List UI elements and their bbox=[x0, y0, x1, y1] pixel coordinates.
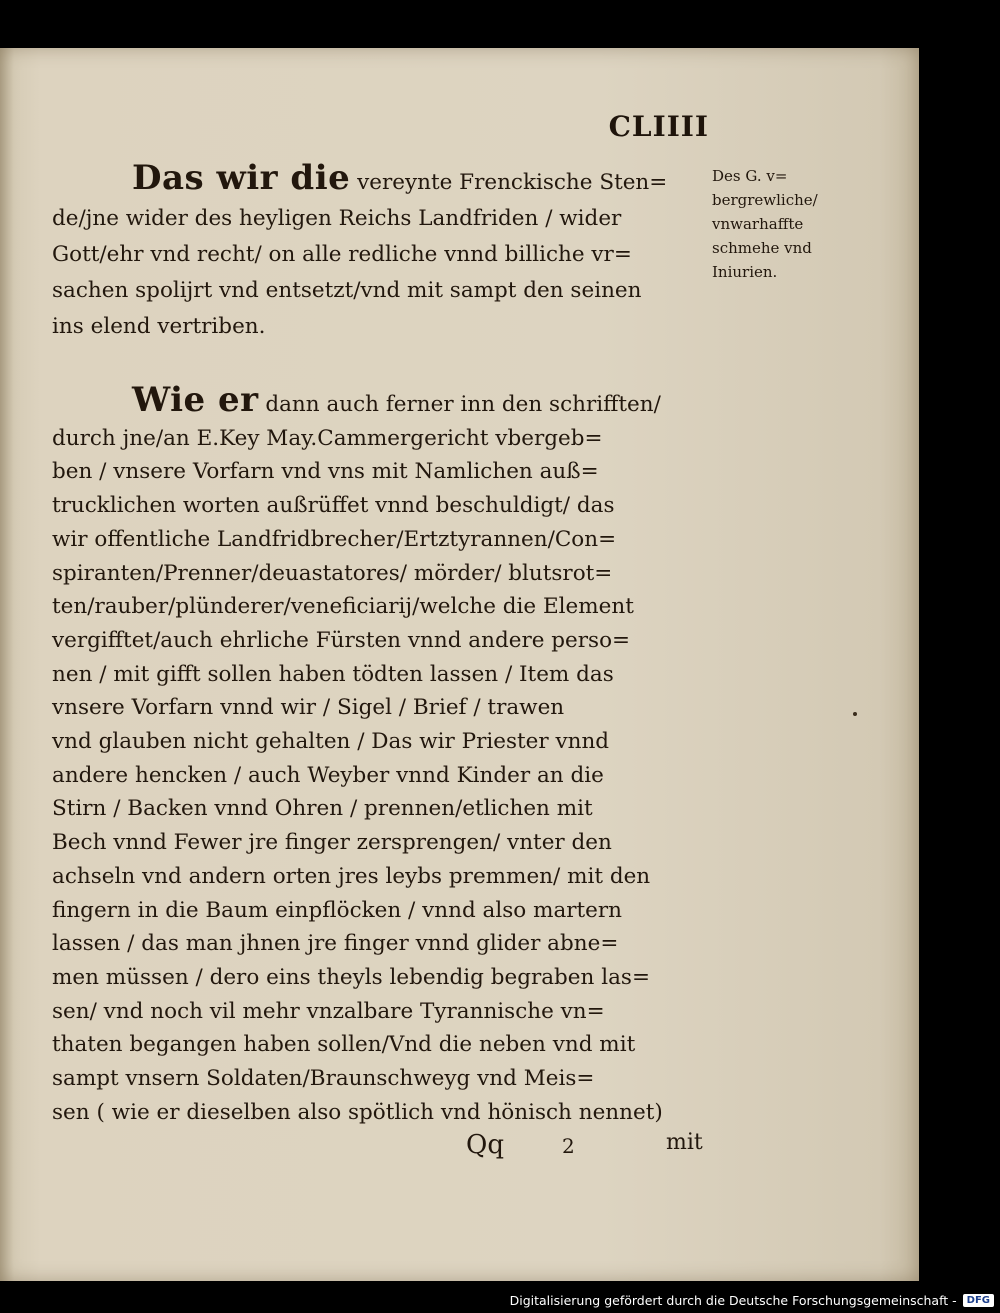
paragraph-2-line: ben / vnsere Vorfarn vnd vns mit Namlichen auß= bbox=[52, 459, 599, 485]
paragraph-2-line: vergifftet/auch ehrliche Fürsten vnnd andere perso= bbox=[52, 627, 631, 653]
paragraph-2-dropcap: Wie er bbox=[132, 380, 259, 420]
marginal-note-line: Des G. v= bbox=[712, 167, 788, 185]
paragraph-1-line: Das wir die vereynte Frenckische Sten= bbox=[132, 158, 668, 198]
paragraph-1-line: ins elend vertriben. bbox=[52, 314, 266, 339]
paragraph-2-line: nen / mit gifft sollen haben tödten lassen / Item das bbox=[52, 661, 614, 687]
paragraph-2-line: vnd glauben nicht gehalten / Das wir Priester vnnd bbox=[52, 729, 610, 755]
marginal-note bbox=[712, 164, 818, 284]
marginal-note-line: bergrewliche/ bbox=[712, 191, 818, 209]
paragraph-1-line: de/jne wider des heyligen Reichs Landfriden / wider bbox=[52, 206, 622, 231]
paragraph-2-line: vnsere Vorfarn vnnd wir / Sigel / Brief / trawen bbox=[52, 695, 565, 721]
paragraph-2-line: andere hencken / auch Weyber vnnd Kinder an die bbox=[52, 762, 604, 788]
paragraph-1 bbox=[52, 160, 667, 345]
paragraph-1-line: Gott/ehr vnd recht/ on alle redliche vnnd billiche vr= bbox=[52, 242, 632, 267]
paragraph-1-dropcap: Das wir die bbox=[132, 158, 351, 198]
paragraph-2-line: men müssen / dero eins theyls lebendig begraben las= bbox=[52, 964, 650, 990]
paragraph-2-line: sampt vnsern Soldaten/Braunschweyg vnd Meis= bbox=[52, 1066, 595, 1092]
ink-speck bbox=[853, 712, 857, 716]
paragraph-1-line: sachen spolijrt vnd entsetzt/vnd mit sampt den seinen bbox=[52, 278, 642, 303]
catchword: mit bbox=[666, 1130, 703, 1155]
paragraph-2-line: thaten begangen haben sollen/Vnd die neben vnd mit bbox=[52, 1032, 636, 1058]
marginal-note-line: vnwarhaffte bbox=[712, 215, 804, 233]
book-page bbox=[0, 48, 919, 1281]
paragraph-2-line: spiranten/Prenner/deuastatores/ mörder/ blutsrot= bbox=[52, 560, 613, 586]
paragraph-2-line: durch jne/an E.Key May.Cammergericht vbergeb= bbox=[52, 425, 603, 451]
paragraph-2-line: achseln vnd andern orten jres leybs premmen/ mit den bbox=[52, 863, 651, 889]
paragraph-2-line: fingern in die Baum einpflöcken / vnnd also martern bbox=[52, 897, 623, 923]
signature-mark: Qq bbox=[466, 1130, 504, 1160]
paragraph-2-line: ten/rauber/plünderer/veneficiarij/welche die Element bbox=[52, 594, 634, 620]
paragraph-2-line: sen/ vnd noch vil mehr vnzalbare Tyrannische vn= bbox=[52, 998, 605, 1024]
marginal-note-line: schmehe vnd bbox=[712, 239, 812, 257]
paragraph-2 bbox=[52, 380, 663, 1129]
marginal-note-line: Iniurien. bbox=[712, 263, 778, 281]
signature-number: 2 bbox=[562, 1134, 575, 1158]
paragraph-2-line: wir offentliche Landfridbrecher/Ertztyrannen/Con= bbox=[52, 526, 617, 552]
folio-number: CLIIII bbox=[608, 110, 709, 143]
paragraph-2-line: Wie er dann auch ferner inn den schrifften/ bbox=[132, 380, 661, 420]
paragraph-2-line: lassen / das man jhnen jre finger vnnd glider abne= bbox=[52, 931, 619, 957]
paragraph-2-line: trucklichen worten außrüffet vnnd beschuldigt/ das bbox=[52, 493, 615, 519]
paragraph-2-line: Bech vnnd Fewer jre finger zersprengen/ vnter den bbox=[52, 830, 612, 856]
dfg-logo-icon: DFG bbox=[963, 1294, 994, 1307]
paragraph-2-line: sen ( wie er dieselben also spötlich vnd hönisch nennet) bbox=[52, 1099, 663, 1125]
paragraph-2-line: Stirn / Backen vnnd Ohren / prennen/etlichen mit bbox=[52, 796, 593, 822]
digitization-footer bbox=[510, 1289, 994, 1311]
funding-credit: Digitalisierung gefördert durch die Deutsche Forschungsgemeinschaft - bbox=[509, 1292, 957, 1308]
